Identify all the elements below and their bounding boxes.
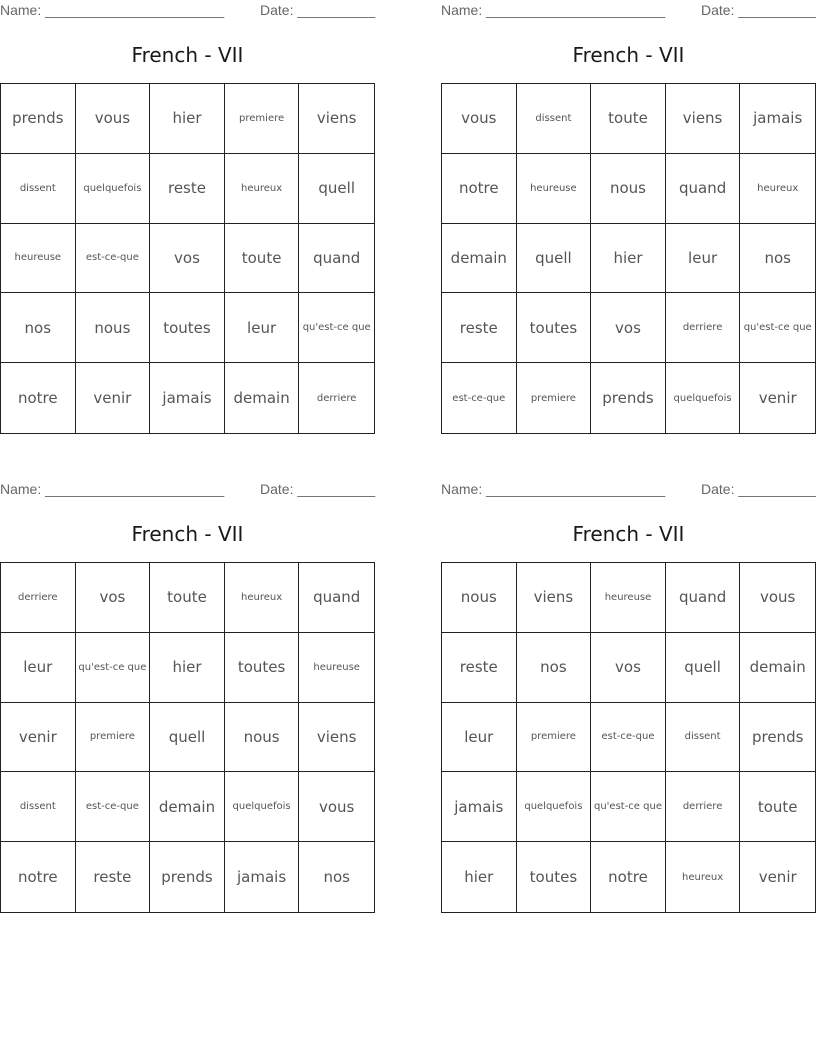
bingo-cell: qu'est-ce que [76,633,151,703]
bingo-cell: notre [591,842,666,912]
card-title: French - VII [131,522,244,546]
bingo-cell: est-ce-que [76,224,151,294]
bingo-cell: hier [150,633,225,703]
bingo-cell: demain [225,363,300,433]
bingo-cell: qu'est-ce que [591,772,666,842]
bingo-cell: premiere [76,703,151,773]
bingo-cell: toutes [150,293,225,363]
bingo-cell: premiere [225,84,300,154]
bingo-cell: reste [442,633,517,703]
bingo-cell: prends [591,363,666,433]
name-field-label: Name: _______________________ [0,2,225,18]
bingo-cell: dissent [1,154,76,224]
bingo-cell: viens [666,84,741,154]
card-title: French - VII [572,522,685,546]
bingo-cell: hier [591,224,666,294]
bingo-cell: prends [1,84,76,154]
bingo-cell: dissent [666,703,741,773]
bingo-cell: hier [442,842,517,912]
bingo-cell: toute [740,772,815,842]
bingo-cell: demain [150,772,225,842]
bingo-cell: venir [76,363,151,433]
bingo-cell: leur [225,293,300,363]
bingo-cell: hier [150,84,225,154]
bingo-cell: premiere [517,703,592,773]
bingo-cell: reste [150,154,225,224]
bingo-cell: derriere [316,392,357,404]
bingo-cell: nous [225,703,300,773]
bingo-cell: heureux [666,842,741,912]
bingo-cell: vos [150,224,225,294]
bingo-cell: quelquefois [225,772,300,842]
bingo-cell: nous [591,154,666,224]
bingo-cell: toutes [517,293,592,363]
bingo-cell: quell [150,703,225,773]
bingo-cell: viens [517,563,592,633]
bingo-cell: reste [76,842,151,912]
bingo-cell: vous [76,84,151,154]
bingo-cell: leur [1,633,76,703]
name-field-label: Name: _______________________ [441,481,666,497]
bingo-cell: heureuse [517,154,592,224]
bingo-cell: prends [740,703,815,773]
bingo-cell: toutes [225,633,300,703]
card-title: French - VII [572,43,685,67]
bingo-cell: reste [442,293,517,363]
bingo-cell: dissent [517,84,592,154]
bingo-card-3 [0,479,375,913]
name-field-label: Name: _______________________ [0,481,225,497]
bingo-cell: toute [150,563,225,633]
bingo-cell: dissent [1,772,76,842]
bingo-cell: venir [758,389,797,408]
bingo-cell: viens [299,84,374,154]
bingo-cell: jamais [150,363,225,433]
bingo-cell: quell [666,633,741,703]
bingo-cell: vous [299,772,374,842]
bingo-cell: leur [442,703,517,773]
bingo-cell: est-ce-que [442,363,517,433]
bingo-cell: prends [150,842,225,912]
bingo-cell: jamais [442,772,517,842]
bingo-cell: nos [323,868,350,887]
bingo-cell: heureux [225,563,300,633]
bingo-cell: vos [76,563,151,633]
bingo-cell: qu'est-ce que [740,293,815,363]
bingo-cell: est-ce-que [76,772,151,842]
bingo-cell: jamais [740,84,815,154]
bingo-cell: qu'est-ce que [299,293,374,363]
bingo-cell: quell [299,154,374,224]
bingo-cell: quand [299,224,374,294]
bingo-grid [0,83,375,434]
bingo-cell: vos [591,293,666,363]
bingo-grid [441,562,816,913]
bingo-cell: vous [442,84,517,154]
bingo-cell: heureuse [591,563,666,633]
bingo-cell: leur [666,224,741,294]
bingo-cell: toute [225,224,300,294]
bingo-cell: demain [740,633,815,703]
bingo-cell: notre [1,363,76,433]
bingo-cell: quand [299,563,374,633]
bingo-cell: nos [740,224,815,294]
bingo-cell: nos [1,293,76,363]
bingo-cell: quelquefois [666,363,741,433]
bingo-cell: heureux [740,154,815,224]
bingo-cell: nos [517,633,592,703]
bingo-cell: quand [666,563,741,633]
bingo-cell: derriere [666,772,741,842]
card-title: French - VII [131,43,244,67]
bingo-cell: demain [442,224,517,294]
date-field-label: Date: __________ [260,481,376,497]
bingo-cell: venir [1,703,76,773]
bingo-cell: nous [442,563,517,633]
bingo-grid [0,562,375,913]
date-field-label: Date: __________ [260,2,376,18]
bingo-cell: vos [591,633,666,703]
bingo-card-4 [441,479,816,913]
bingo-cell: jamais [225,842,300,912]
bingo-cell: viens [299,703,374,773]
bingo-grid [441,83,816,434]
name-field-label: Name: _______________________ [441,2,666,18]
bingo-cell: quelquefois [517,772,592,842]
date-field-label: Date: __________ [701,2,816,18]
bingo-card-1 [0,0,375,434]
date-field-label: Date: __________ [701,481,816,497]
bingo-cell: nous [76,293,151,363]
bingo-cell: derriere [1,563,76,633]
bingo-cell: toute [591,84,666,154]
bingo-cell: venir [758,868,797,887]
bingo-cell: notre [1,842,76,912]
bingo-cell: notre [442,154,517,224]
bingo-cell: est-ce-que [591,703,666,773]
bingo-cell: quand [666,154,741,224]
bingo-card-2 [441,0,816,434]
bingo-cell: heureux [225,154,300,224]
bingo-cell: premiere [517,363,592,433]
bingo-cell: derriere [666,293,741,363]
bingo-cell: quell [517,224,592,294]
bingo-cell: heureuse [299,633,374,703]
bingo-cell: quelquefois [76,154,151,224]
bingo-cell: heureuse [1,224,76,294]
bingo-cell: toutes [517,842,592,912]
bingo-cell: vous [740,563,815,633]
